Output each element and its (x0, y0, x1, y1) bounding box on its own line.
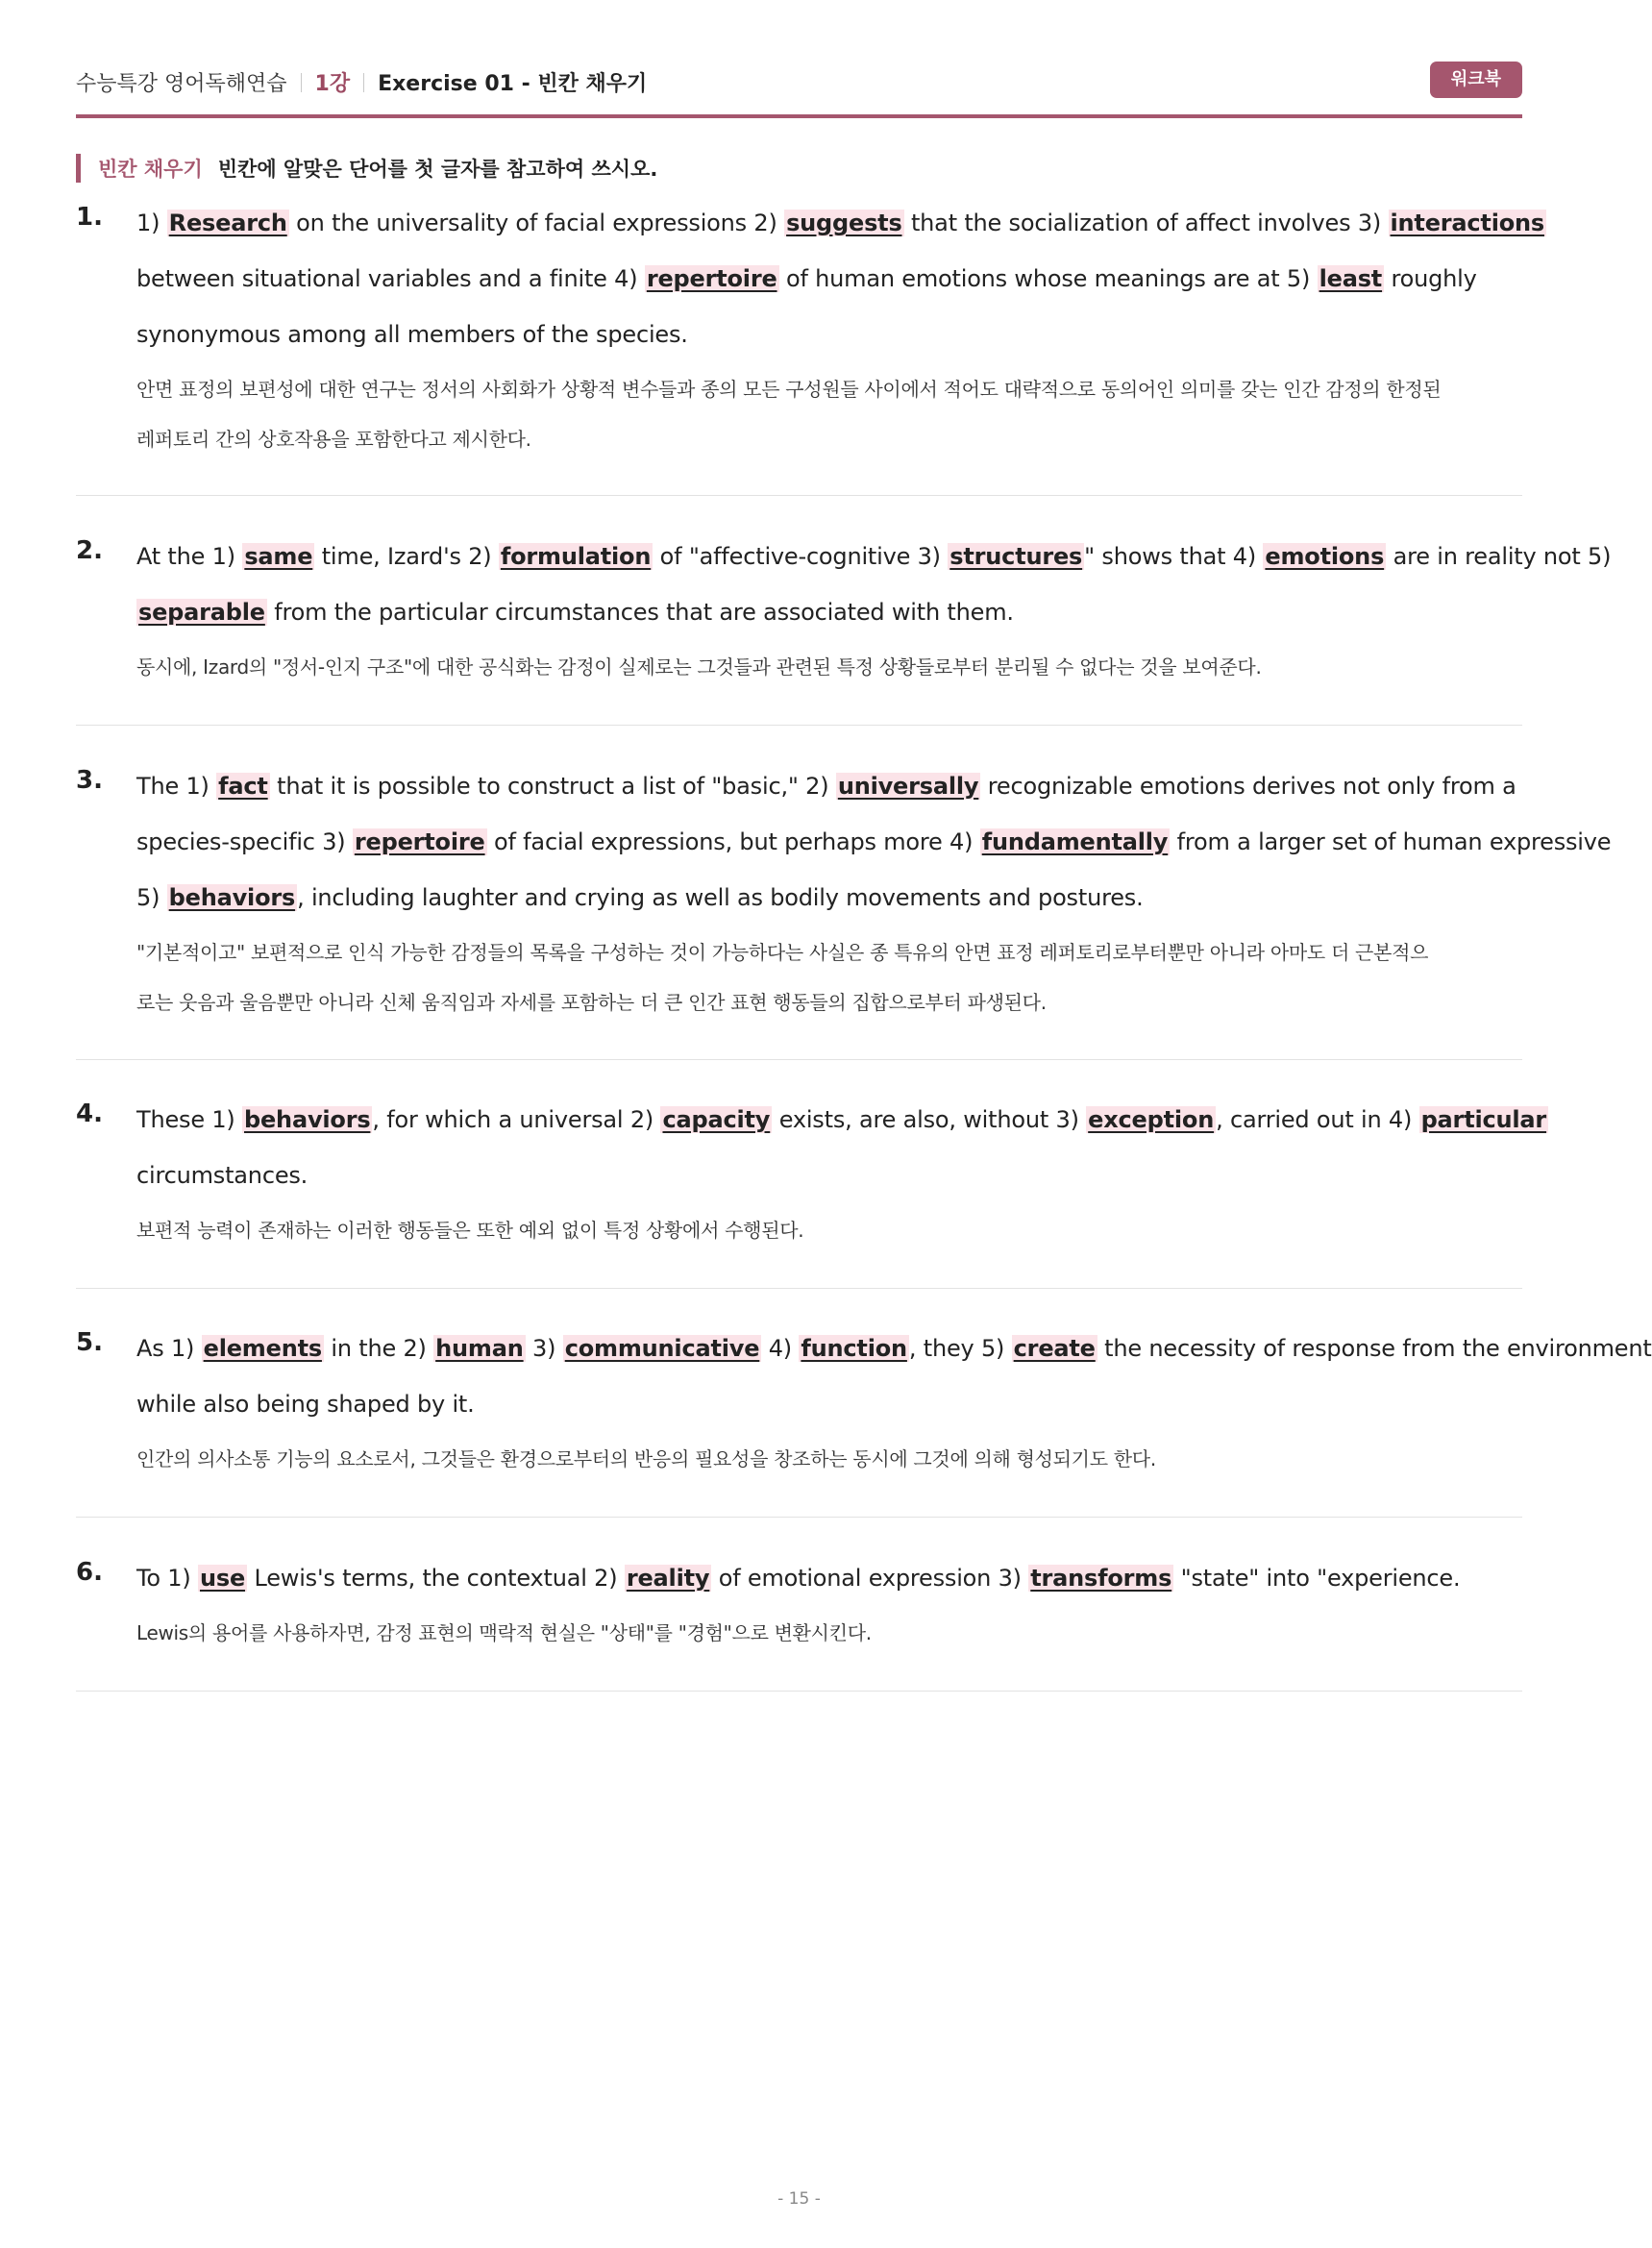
answer-blank[interactable]: transforms (1030, 1565, 1172, 1592)
question-body (136, 1092, 1547, 1272)
question-item (76, 1550, 1522, 1692)
korean-translation (136, 642, 1522, 709)
answer-blank[interactable]: exception (1088, 1106, 1215, 1133)
answer-blank[interactable]: repertoire (354, 828, 485, 855)
korean-translation (136, 364, 1522, 482)
text-segment: 1) (136, 210, 167, 236)
instruction-accent-bar (76, 154, 81, 183)
english-line (136, 195, 1544, 251)
text-segment: circumstances. (136, 1162, 308, 1189)
text-segment: of human emotions whose meanings are at 5) (778, 265, 1318, 292)
question-number: 2. (76, 536, 103, 565)
instruction-tag: 빈칸 채우기 (98, 158, 203, 181)
question-body (136, 529, 1612, 709)
instruction-text: 빈칸에 알맞은 단어를 첫 글자를 참고하여 쓰시오. (217, 158, 658, 181)
answer-blank[interactable]: interactions (1390, 210, 1544, 236)
text-segment: that it is possible to construct a list of "basic," 2) (269, 773, 836, 800)
translation-line: Lewis의 용어를 사용하자면, 감정 표현의 맥락적 현실은 "상태"를 "경험"으로 변환시킨다. (136, 1621, 872, 1644)
text-segment: 3) (525, 1335, 563, 1362)
question-item (76, 758, 1612, 1060)
answer-blank[interactable]: particular (1420, 1106, 1547, 1133)
english-line (136, 1321, 1652, 1376)
text-segment: exists, are also, without 3) (772, 1106, 1087, 1133)
text-segment: " shows that 4) (1084, 543, 1264, 570)
page-number: - 15 - (777, 2189, 821, 2209)
english-line (136, 307, 1522, 362)
lesson-label: 1강 (314, 72, 351, 96)
translation-line: 레퍼토리 간의 상호작용을 포함한다고 제시한다. (136, 428, 531, 451)
korean-translation (136, 927, 1522, 1045)
text-segment: These 1) (136, 1106, 242, 1133)
answer-blank[interactable]: behaviors (168, 884, 296, 911)
english-line (136, 1148, 1522, 1203)
english-line (136, 1376, 1522, 1432)
english-line (136, 529, 1612, 584)
translation-line: 보편적 능력이 존재하는 이러한 행동들은 또한 예외 없이 특정 상황에서 수행된다. (136, 1219, 804, 1242)
english-line (136, 251, 1522, 307)
question-number: 4. (76, 1099, 103, 1128)
answer-blank[interactable]: create (1013, 1335, 1096, 1362)
question-number: 3. (76, 766, 103, 795)
text-segment: the necessity of response from the environment (1097, 1335, 1652, 1362)
text-segment: of emotional expression 3) (711, 1565, 1029, 1592)
header-rule (76, 114, 1522, 118)
text-segment: while also being shaped by it. (136, 1391, 475, 1418)
text-segment: The 1) (136, 773, 217, 800)
text-segment: 4) (761, 1335, 800, 1362)
answer-blank[interactable]: capacity (662, 1106, 771, 1133)
text-segment: At the 1) (136, 543, 243, 570)
answer-blank[interactable]: function (801, 1335, 907, 1362)
korean-translation (136, 1434, 1522, 1501)
korean-translation (136, 1608, 1522, 1675)
english-line (136, 1092, 1547, 1148)
text-segment: , for which a universal 2) (372, 1106, 661, 1133)
workbook-badge: 워크북 (1430, 62, 1522, 98)
workbook-page (76, 0, 1652, 2248)
korean-translation (136, 1205, 1522, 1272)
translation-line: 인간의 의사소통 기능의 요소로서, 그것들은 환경으로부터의 반응의 필요성을 창조하는 동시에 그것에 의해 형성되기도 한다. (136, 1447, 1156, 1470)
answer-blank[interactable]: same (244, 543, 313, 570)
text-segment: between situational variables and a finite 4) (136, 265, 645, 292)
english-line (136, 1550, 1522, 1606)
text-segment: species-specific 3) (136, 828, 353, 855)
answer-blank[interactable]: behaviors (244, 1106, 371, 1133)
text-segment: To 1) (136, 1565, 198, 1592)
answer-blank[interactable]: fundamentally (981, 828, 1169, 855)
english-line (136, 758, 1522, 814)
question-item (76, 1092, 1547, 1289)
book-title: 수능특강 영어독해연습 (76, 72, 287, 96)
question-item (76, 529, 1612, 726)
text-segment: in the 2) (323, 1335, 434, 1362)
question-item (76, 195, 1544, 496)
answer-blank[interactable]: structures (949, 543, 1083, 570)
header-divider (363, 73, 364, 92)
question-body (136, 195, 1544, 482)
instruction-row (76, 154, 657, 183)
answer-blank[interactable]: suggests (786, 210, 902, 236)
exercise-title: Exercise 01 - 빈칸 채우기 (378, 72, 648, 96)
page-header (76, 58, 1522, 115)
answer-blank[interactable]: elements (203, 1335, 322, 1362)
question-number: 6. (76, 1558, 103, 1587)
text-segment: recognizable emotions derives not only from a (980, 773, 1516, 800)
text-segment: on the universality of facial expressions 2) (288, 210, 785, 236)
question-body (136, 1550, 1522, 1675)
question-body (136, 1321, 1652, 1501)
text-segment: time, Izard's 2) (314, 543, 499, 570)
text-segment: from a larger set of human expressive (1170, 828, 1612, 855)
translation-line: 동시에, Izard의 "정서-인지 구조"에 대한 공식화는 감정이 실제로는 그것들과 관련된 특정 상황들로부터 분리될 수 없다는 것을 보여준다. (136, 655, 1262, 679)
text-segment: that the socialization of affect involves 3) (903, 210, 1389, 236)
answer-blank[interactable]: formulation (500, 543, 652, 570)
answer-blank[interactable]: communicative (564, 1335, 760, 1362)
answer-blank[interactable]: separable (138, 599, 265, 626)
translation-line: "기본적이고" 보편적으로 인식 가능한 감정들의 목록을 구성하는 것이 가능하다는 사실은 종 특유의 안면 표정 레퍼토리로부터뿐만 아니라 아마도 더 근본적으 (136, 941, 1429, 964)
text-segment: of "affective-cognitive 3) (653, 543, 949, 570)
question-body (136, 758, 1612, 1045)
text-segment: "state" into "experience. (1173, 1565, 1461, 1592)
english-line (136, 584, 1522, 640)
question-number: 5. (76, 1328, 103, 1357)
answer-blank[interactable]: Research (168, 210, 287, 236)
text-segment: , carried out in 4) (1216, 1106, 1419, 1133)
text-segment: synonymous among all members of the species. (136, 321, 688, 348)
answer-blank[interactable]: repertoire (646, 265, 777, 292)
text-segment: from the particular circumstances that are associated with them. (266, 599, 1014, 626)
answer-blank[interactable]: use (199, 1565, 246, 1592)
english-line (136, 814, 1612, 870)
answer-blank[interactable]: least (1319, 265, 1383, 292)
text-segment: Lewis's terms, the contextual 2) (247, 1565, 625, 1592)
text-segment: of facial expressions, but perhaps more 4) (486, 828, 980, 855)
text-segment: As 1) (136, 1335, 202, 1362)
answer-blank[interactable]: emotions (1265, 543, 1385, 570)
question-number: 1. (76, 203, 103, 232)
translation-line: 안면 표정의 보편성에 대한 연구는 정서의 사회화가 상황적 변수들과 종의 모든 구성원들 사이에서 적어도 대략적으로 동의어인 의미를 갖는 인간 감정의 한정된 (136, 378, 1442, 401)
text-segment: are in reality not 5) (1386, 543, 1612, 570)
answer-blank[interactable]: universally (837, 773, 979, 800)
english-line (136, 870, 1522, 926)
header-breadcrumb (76, 67, 647, 97)
answer-blank[interactable]: fact (218, 773, 268, 800)
text-segment: roughly (1384, 265, 1477, 292)
text-segment: 5) (136, 884, 167, 911)
question-item (76, 1321, 1652, 1518)
translation-line: 로는 웃음과 울음뿐만 아니라 신체 움직임과 자세를 포함하는 더 큰 인간 표현 행동들의 집합으로부터 파생된다. (136, 991, 1047, 1014)
text-segment: , they 5) (908, 1335, 1012, 1362)
header-divider (301, 73, 302, 92)
answer-blank[interactable]: human (435, 1335, 524, 1362)
text-segment: , including laughter and crying as well as bodily movements and postures. (297, 884, 1144, 911)
answer-blank[interactable]: reality (626, 1565, 710, 1592)
